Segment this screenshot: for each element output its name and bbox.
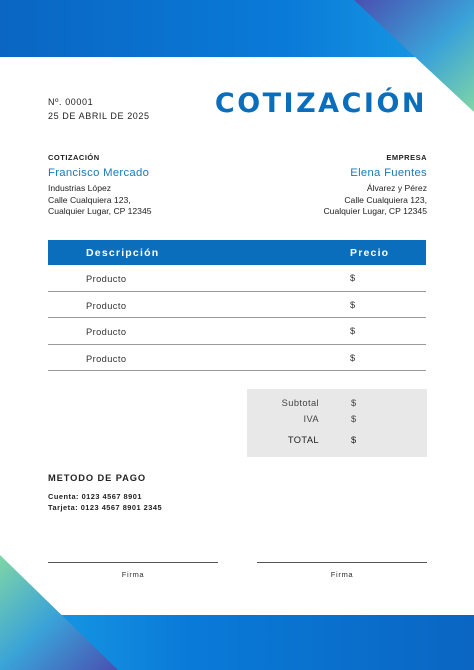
price-column-header: Precio: [350, 247, 390, 259]
payment-method-block: [48, 473, 162, 513]
item-price: $: [350, 326, 356, 336]
payment-heading: METODO DE PAGO: [48, 473, 147, 483]
total-label: TOTAL: [287, 435, 319, 445]
client-block: [48, 152, 152, 218]
signature-line-left: Firma: [48, 562, 218, 579]
totals-box: [247, 389, 427, 457]
items-table: [48, 240, 426, 371]
item-price: $: [350, 273, 356, 283]
company-address: Calle Cualquiera 123,: [344, 194, 427, 205]
description-column-header: Descripción: [86, 247, 160, 259]
client-name: Francisco Mercado: [48, 166, 150, 179]
company-name: Álvarez y Pérez: [366, 183, 427, 194]
quote-number: Nº. 00001: [48, 97, 94, 107]
table-row: [48, 318, 426, 345]
signature-line-right: Firma: [257, 562, 427, 579]
table-row: [48, 265, 426, 292]
item-description: Producto: [86, 274, 127, 284]
tax-label: IVA: [303, 414, 319, 424]
item-description: Producto: [86, 300, 127, 311]
items-table-header: [48, 240, 426, 265]
client-company: Industrias López: [48, 183, 112, 194]
total-value: $: [351, 435, 357, 445]
client-city: Cualquier Lugar, CP 12345: [48, 206, 152, 217]
client-label: COTIZACIÓN: [48, 153, 100, 162]
subtotal-label: Subtotal: [281, 398, 319, 408]
subtotal-value: $: [351, 398, 357, 408]
quote-meta: [48, 95, 150, 123]
company-city: Cualquier Lugar, CP 12345: [323, 206, 427, 217]
payment-card: Tarjeta: 0123 4567 8901 2345: [48, 503, 163, 512]
quote-date: 25 DE ABRIL DE 2025: [48, 111, 150, 121]
document-title: COTIZACIÓN: [214, 88, 427, 119]
item-price: $: [350, 352, 356, 363]
item-description: Producto: [86, 353, 127, 364]
company-block: [323, 152, 427, 218]
item-price: $: [350, 299, 356, 310]
payment-account: Cuenta: 0123 4567 8901: [48, 492, 142, 501]
table-row: [48, 345, 426, 372]
tax-value: $: [351, 414, 357, 424]
item-description: Producto: [86, 327, 127, 337]
table-row: [48, 292, 426, 319]
client-address: Calle Cualquiera 123,: [48, 194, 131, 205]
company-contact-name: Elena Fuentes: [350, 166, 427, 179]
company-label: EMPRESA: [386, 153, 427, 162]
